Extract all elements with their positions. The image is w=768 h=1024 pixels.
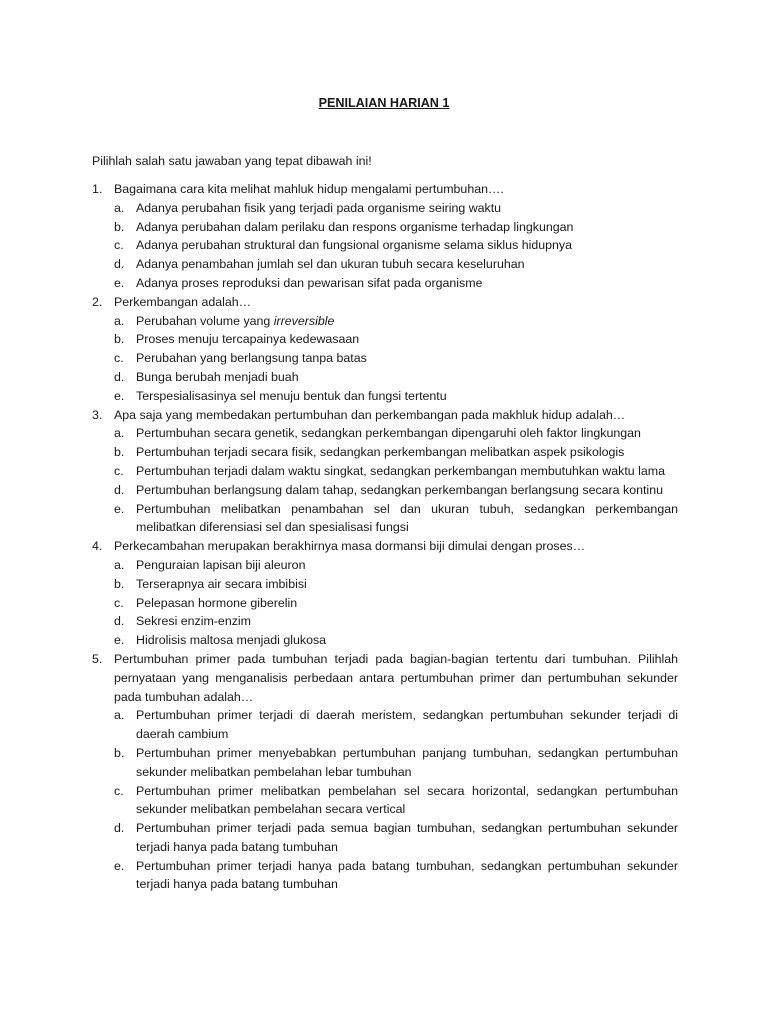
question-5: [92, 650, 678, 706]
option-4e: [114, 631, 678, 650]
question-list: [92, 180, 678, 894]
option-letter: e.: [114, 388, 125, 403]
page-title: PENILAIAN HARIAN 1: [318, 96, 450, 110]
option-4b: [114, 575, 678, 594]
instruction-text: Pilihlah salah satu jawaban yang tepat dibawah ini!: [92, 154, 372, 168]
question-text: Apa saja yang membedakan pertumbuhan dan perkembangan pada makhluk hidup adalah…: [114, 407, 626, 422]
option-text: Pertumbuhan primer melibatkan pembelahan sel secara horizontal, sedangkan pertumbuhan sekunder melibatkan pembelahan secara vertical: [136, 783, 678, 817]
option-3b: [114, 443, 678, 462]
option-4d: [114, 612, 678, 631]
option-4a: [114, 556, 678, 575]
option-letter: a.: [114, 426, 125, 441]
option-letter: d.: [114, 369, 125, 384]
option-text: Pertumbuhan primer terjadi pada semua bagian tumbuhan, sedangkan pertumbuhan sekunder terjadi hanya pada batang tumbuhan: [136, 821, 678, 854]
option-2d: [114, 368, 678, 387]
option-letter: d.: [114, 482, 125, 497]
option-text: Terserapnya air secara imbibisi: [136, 576, 307, 591]
question-text: Perkembangan adalah…: [114, 294, 252, 309]
option-text: Hidrolisis maltosa menjadi glukosa: [136, 633, 327, 648]
option-1d: [114, 255, 678, 274]
question-number: 4.: [92, 539, 103, 554]
option-letter: c.: [114, 463, 124, 478]
option-text: Pertumbuhan terjadi dalam waktu singkat, sedangkan perkembangan membutuhkan waktu lama: [136, 463, 665, 478]
option-text: Adanya penambahan jumlah sel dan ukuran tubuh secara keseluruhan: [136, 257, 525, 272]
option-letter: b.: [114, 576, 125, 591]
question-text: Perkecambahan merupakan berakhirnya masa dormansi biji dimulai dengan proses…: [114, 539, 586, 554]
option-text-plain: Perubahan volume yang: [136, 313, 274, 328]
question-3: [92, 406, 678, 425]
option-5e: [114, 857, 678, 895]
option-letter: b.: [114, 745, 125, 760]
option-1b: [114, 218, 678, 237]
option-letter: c.: [114, 238, 124, 253]
option-text: Pertumbuhan secara genetik, sedangkan perkembangan dipengaruhi oleh faktor lingkungan: [136, 426, 641, 441]
question-text: Bagaimana cara kita melihat mahluk hidup mengalami pertumbuhan….: [114, 182, 504, 196]
option-letter: a.: [114, 557, 125, 572]
option-text: Pertumbuhan berlangsung dalam tahap, sedangkan perkembangan berlangsung secara kontinu: [136, 482, 663, 497]
option-1a: [114, 199, 678, 218]
option-text: Sekresi enzim-enzim: [136, 614, 251, 629]
question-number: 5.: [92, 651, 103, 666]
option-text: Pertumbuhan primer terjadi hanya pada batang tumbuhan, sedangkan pertumbuhan sekunder terjadi hanya pada batang tumbuhan: [136, 858, 678, 892]
option-text: [136, 312, 678, 331]
option-letter: d.: [114, 257, 125, 272]
option-text: Perubahan yang berlangsung tanpa batas: [136, 351, 367, 366]
option-2e: [114, 387, 678, 406]
option-letter: a.: [114, 708, 125, 723]
question-text: Pertumbuhan primer pada tumbuhan terjadi pada bagian-bagian tertentu dari tumbuhan. Pilihlah pernyataan yang menganalisis perbedaan antara pertumbuhan primer dan pertumbuhan sekunder pada tumbuhan adalah…: [114, 651, 678, 704]
option-2a: [114, 312, 678, 331]
question-number: 1.: [92, 182, 103, 196]
option-letter: c.: [114, 783, 124, 798]
option-letter: e.: [114, 501, 125, 516]
option-text: Terspesialisasinya sel menuju bentuk dan fungsi tertentu: [136, 388, 447, 403]
option-text: Penguraian lapisan biji aleuron: [136, 557, 306, 572]
option-letter: b.: [114, 445, 125, 460]
option-5b: [114, 744, 678, 782]
option-text: Proses menuju tercapainya kedewasaan: [136, 332, 360, 347]
option-letter: d.: [114, 614, 125, 629]
option-letter: e.: [114, 858, 125, 873]
option-letter: a.: [114, 313, 125, 328]
option-letter: e.: [114, 633, 125, 648]
option-text: Pertumbuhan primer menyebabkan pertumbuhan panjang tumbuhan, sedangkan pertumbuhan sekunder melibatkan pembelahan lebar tumbuhan: [136, 745, 678, 779]
option-2c: [114, 349, 678, 368]
option-5a: [114, 706, 678, 744]
option-letter: e.: [114, 275, 125, 290]
option-text-italic: irreversible: [273, 313, 335, 328]
option-letter: b.: [114, 219, 125, 234]
option-3a: [114, 424, 678, 443]
option-letter: d.: [114, 821, 125, 836]
option-3e: [114, 500, 678, 538]
option-4c: [114, 594, 678, 613]
option-3d: [114, 481, 678, 500]
option-1e: [114, 274, 678, 293]
question-1: [92, 180, 678, 199]
option-5d: [114, 819, 678, 857]
option-letter: c.: [114, 595, 124, 610]
question-number: 2.: [92, 294, 103, 309]
option-text: Adanya perubahan struktural dan fungsional organisme selama siklus hidupnya: [136, 238, 573, 253]
option-text: Pertumbuhan terjadi secara fisik, sedangkan perkembangan melibatkan aspek psikologis: [136, 445, 625, 460]
option-2b: [114, 330, 678, 349]
option-1c: [114, 236, 678, 255]
question-4: [92, 537, 678, 556]
option-text: Adanya proses reproduksi dan pewarisan sifat pada organisme: [136, 275, 483, 290]
option-text: Pelepasan hormone giberelin: [136, 595, 298, 610]
option-text: Pertumbuhan primer terjadi di daerah meristem, sedangkan pertumbuhan sekunder terjadi di daerah cambium: [136, 708, 678, 742]
option-text: Bunga berubah menjadi buah: [136, 369, 299, 384]
option-letter: a.: [114, 200, 125, 215]
question-2: [92, 293, 678, 312]
option-letter: b.: [114, 332, 125, 347]
option-letter: c.: [114, 351, 124, 366]
option-3c: [114, 462, 678, 481]
option-text: Pertumbuhan melibatkan penambahan sel dan ukuran tubuh, sedangkan perkembangan melibatkan diferensiasi sel dan spesialisasi fungsi: [136, 501, 678, 535]
option-5c: [114, 782, 678, 820]
option-text: Adanya perubahan fisik yang terjadi pada organisme seiring waktu: [136, 200, 502, 215]
option-text: Adanya perubahan dalam perilaku dan respons organisme terhadap lingkungan: [136, 219, 574, 234]
question-number: 3.: [92, 407, 103, 422]
